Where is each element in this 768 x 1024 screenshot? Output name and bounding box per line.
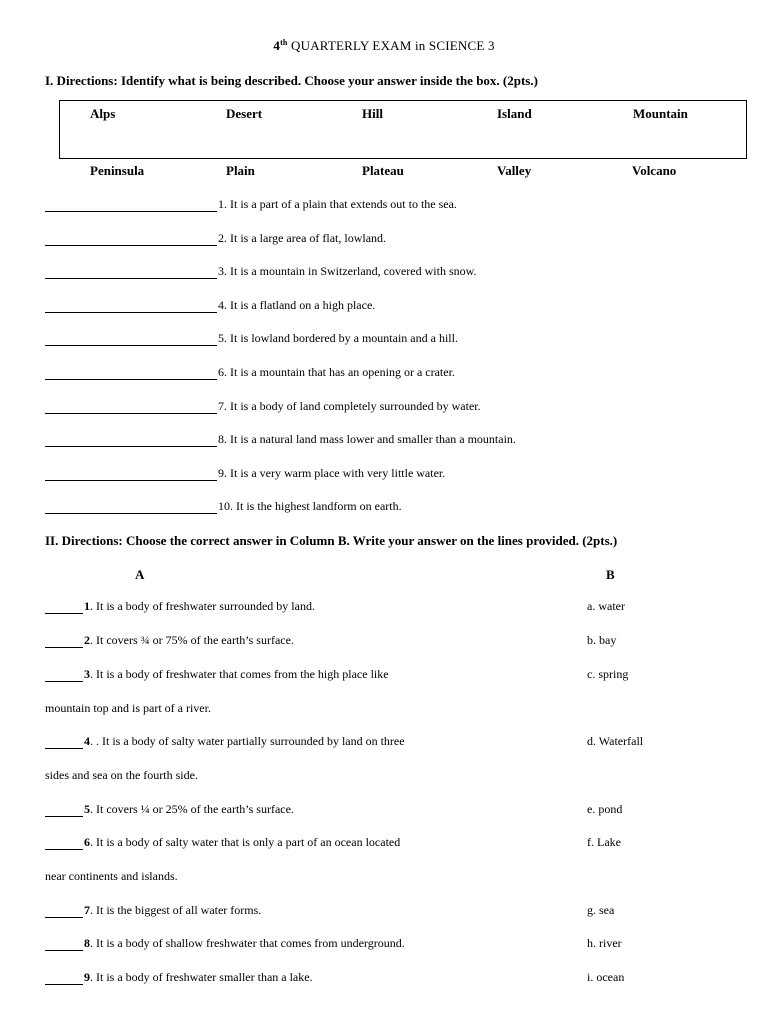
item-number: 8 xyxy=(84,936,90,950)
item-text: 1. It is a part of a plain that extends out to the sea. xyxy=(218,197,457,211)
item-text: 3. It is a mountain in Switzerland, covered with snow. xyxy=(218,264,477,278)
answer-blank[interactable] xyxy=(45,300,217,313)
box-word: Desert xyxy=(226,106,263,121)
box-word: Valley xyxy=(497,163,532,178)
part2-item xyxy=(45,633,294,648)
part1-item xyxy=(45,399,481,414)
column-a-heading: A xyxy=(135,567,145,582)
box-word: Hill xyxy=(362,106,383,121)
column-b-heading: B xyxy=(606,567,615,582)
item-text: 9. It is a very warm place with very little water. xyxy=(218,466,446,480)
answer-blank[interactable] xyxy=(45,233,217,246)
item-number: 7 xyxy=(84,903,90,917)
item-text: 6. It is a mountain that has an opening or a crater. xyxy=(218,365,455,379)
item-number: 6 xyxy=(84,835,90,849)
answer-blank[interactable] xyxy=(45,601,83,614)
column-b-option: i. ocean xyxy=(587,970,625,984)
item-text: . It is a body of shallow freshwater that comes from underground. xyxy=(90,936,405,950)
part2-item xyxy=(45,599,315,614)
item-text: . . It is a body of salty water partially surrounded by land on three xyxy=(90,734,405,748)
part1-item xyxy=(45,197,457,212)
item-text: 2. It is a large area of flat, lowland. xyxy=(218,231,387,245)
part2-item xyxy=(45,936,405,951)
item-continuation: near continents and islands. xyxy=(45,869,178,883)
answer-blank[interactable] xyxy=(45,468,217,481)
answer-blank[interactable] xyxy=(45,669,83,682)
item-text: . It is a body of freshwater that comes from the high place like xyxy=(90,667,389,681)
item-text: 5. It is lowland bordered by a mountain and a hill. xyxy=(218,331,458,345)
column-b-option: a. water xyxy=(587,599,625,613)
item-continuation: mountain top and is part of a river. xyxy=(45,701,211,715)
box-word: Peninsula xyxy=(90,163,145,178)
title-number: 4 xyxy=(273,38,281,53)
answer-blank[interactable] xyxy=(45,434,217,447)
column-b-option: e. pond xyxy=(587,802,623,816)
item-text: . It covers ¾ or 75% of the earth’s surface. xyxy=(90,633,294,647)
part1-item xyxy=(45,231,386,246)
item-text: . It is the biggest of all water forms. xyxy=(90,903,262,917)
part1-item xyxy=(45,432,516,447)
item-number: 4 xyxy=(84,734,90,748)
item-text: 7. It is a body of land completely surrounded by water. xyxy=(218,399,481,413)
item-text: . It covers ¼ or 25% of the earth’s surface. xyxy=(90,802,294,816)
item-text: 4. It is a flatland on a high place. xyxy=(218,298,376,312)
box-word: Volcano xyxy=(632,163,677,178)
item-text: . It is a body of salty water that is only a part of an ocean located xyxy=(90,835,401,849)
box-word: Plateau xyxy=(362,163,404,178)
column-b-option: f. Lake xyxy=(587,835,621,849)
part2-directions: II. Directions: Choose the correct answer in Column B. Write your answer on the lines provided. (2pts.) xyxy=(45,533,618,548)
answer-blank[interactable] xyxy=(45,401,217,414)
exam-title xyxy=(0,38,768,54)
column-b-option: d. Waterfall xyxy=(587,734,644,748)
answer-blank[interactable] xyxy=(45,736,83,749)
item-text: . It is a body of freshwater smaller than a lake. xyxy=(90,970,313,984)
part1-item xyxy=(45,264,477,279)
column-b-option: c. spring xyxy=(587,667,629,681)
part1-item xyxy=(45,365,455,380)
column-b-option: b. bay xyxy=(587,633,617,647)
title-superscript: th xyxy=(280,38,288,47)
answer-blank[interactable] xyxy=(45,266,217,279)
answer-blank[interactable] xyxy=(45,972,83,985)
part1-item xyxy=(45,331,458,346)
part1-directions: I. Directions: Identify what is being described. Choose your answer inside the box. (2pts.) xyxy=(45,73,538,88)
box-word: Island xyxy=(497,106,532,121)
item-text: 8. It is a natural land mass lower and smaller than a mountain. xyxy=(218,432,516,446)
item-continuation: sides and sea on the fourth side. xyxy=(45,768,198,782)
column-b-option: h. river xyxy=(587,936,622,950)
part1-item xyxy=(45,298,375,313)
answer-blank[interactable] xyxy=(45,804,83,817)
box-word: Alps xyxy=(90,106,116,121)
answer-blank[interactable] xyxy=(45,938,83,951)
item-number: 5 xyxy=(84,802,90,816)
item-number: 1 xyxy=(84,599,90,613)
column-b-option: g. sea xyxy=(587,903,615,917)
answer-blank[interactable] xyxy=(45,367,217,380)
part2-item xyxy=(45,802,294,817)
item-text: 10. It is the highest landform on earth. xyxy=(218,499,402,513)
item-number: 9 xyxy=(84,970,90,984)
part2-item xyxy=(45,970,313,985)
box-word: Mountain xyxy=(633,106,688,121)
answer-blank[interactable] xyxy=(45,837,83,850)
box-word: Plain xyxy=(226,163,255,178)
answer-blank[interactable] xyxy=(45,635,83,648)
part2-item xyxy=(45,667,389,682)
part1-item xyxy=(45,466,445,481)
item-text: . It is a body of freshwater surrounded by land. xyxy=(90,599,315,613)
part1-item xyxy=(45,499,402,514)
item-number: 3 xyxy=(84,667,90,681)
answer-blank[interactable] xyxy=(45,333,217,346)
part2-item xyxy=(45,903,261,918)
title-text: QUARTERLY EXAM in SCIENCE 3 xyxy=(287,38,495,53)
answer-blank[interactable] xyxy=(45,501,217,514)
answer-blank[interactable] xyxy=(45,905,83,918)
answer-blank[interactable] xyxy=(45,199,217,212)
item-number: 2 xyxy=(84,633,90,647)
part2-item xyxy=(45,734,405,749)
part2-item xyxy=(45,835,400,850)
